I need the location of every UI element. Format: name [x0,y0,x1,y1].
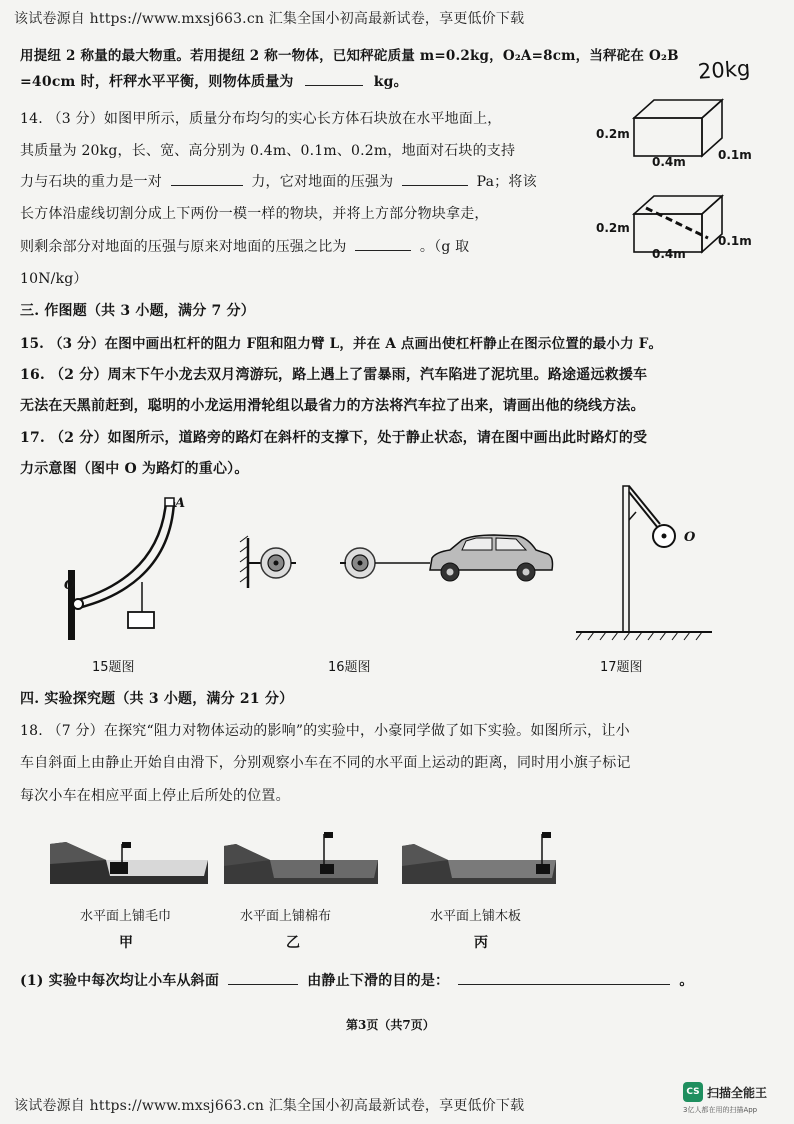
q18-sub1-blank-purpose[interactable] [458,970,670,985]
q18-sub1 [20,970,694,990]
photo-b-caption: 水平面上铺棉布 [240,909,332,924]
q14-line3-b: 力，它对地面的压强为 [251,174,394,190]
q14-line3 [20,171,537,191]
fig15-caption: 15题图 [92,660,135,675]
section3-title: 三. 作图题（共 3 小题，满分 7 分） [20,303,255,319]
photo-c-caption: 水平面上铺木板 [430,909,522,924]
photo-a-caption: 水平面上铺毛巾 [80,909,172,924]
q18-sub1-c: 。 [679,973,694,989]
q17-line1: 17. （2 分）如图所示，道路旁的路灯在斜杆的支撑下，处于静止状态，请在图中画出此时路灯的受 [20,430,648,446]
q13-line1: 用提纽 2 称量的最大物重。若用提纽 2 称一物体，已知秤砣质量 m=0.2kg，O₂A=8cm，当秤砣在 O₂B [20,48,679,64]
q14-line4: 长方体沿虚线切割分成上下两份一模一样的物块，并将上方部分物块拿走， [20,206,489,222]
fig16-caption: 16题图 [328,660,371,675]
photo-wood-surface [398,826,560,888]
q18-line2: 车自斜面上由静止开始自由滑下，分别观察小车在不同的水平面上运动的距离，同时用小旗子标记 [20,755,631,771]
q14-bottom-length-label: 0.4m [652,247,686,261]
q18-line3: 每次小车在相应平面上停止后所处的位置。 [20,788,290,804]
q16-line1: 16. （2 分）周末下午小龙去双月湾游玩，路上遇上了雷暴雨，汽车陷进了泥坑里。路途遥远救援车 [20,367,648,383]
q14-blank-force[interactable] [171,171,243,186]
scanner-logo-icon: CS [683,1082,703,1102]
q18-line1: 18. （7 分）在探究“阻力对物体运动的影响”的实验中，小豪同学做了如下实验。如图所示，让小 [20,723,630,739]
fig16-pulley-car-diagram [236,530,556,600]
q14-bottom-width-label: 0.1m [718,234,752,248]
q18-sub1-blank-position[interactable] [228,970,298,985]
q15-text: 15. （3 分）在图中画出杠杆的阻力 F阻和阻力臂 L，并在 A 点画出使杠杆静止在图示位置的最小力 F。 [20,336,663,352]
q13-line2 [20,71,408,91]
q13-answer-blank[interactable] [305,71,363,86]
q14-top-height-label: 0.2m [596,127,630,141]
q13-line2-text: =40cm 时，杆秤水平平衡，则物体质量为 [20,74,294,90]
scanner-app-badge [683,1082,787,1118]
section4-title: 四. 实验探究题（共 3 小题，满分 21 分） [20,691,294,707]
q14-top-width-label: 0.1m [718,148,752,162]
photo-cotton-surface [220,826,382,888]
q14-line2: 其质量为 20kg，长、宽、高分别为 0.4m、0.1m、0.2m，地面对石块的支持 [20,143,516,159]
photo-a-label: 甲 [119,935,133,951]
fig15-label-a: A [175,496,186,511]
handwritten-answer: 20kg [697,56,751,84]
q14-line3-c: Pa；将该 [476,174,537,190]
photo-towel-surface [46,826,212,888]
q14-line5-b: 。（g 取 [419,239,470,255]
q18-sub1-b: 由静止下滑的目的是： [307,973,450,989]
q17-line2: 力示意图（图中 O 为路灯的重心）。 [20,461,249,477]
q14-top-length-label: 0.4m [652,155,686,169]
q16-line2: 无法在天黑前赶到，聪明的小龙运用滑轮组以最省力的方法将汽车拉了出来，请画出他的绕线方法。 [20,398,645,414]
q14-blank-ratio[interactable] [355,236,411,251]
page-number: 第3页（共7页） [346,1018,435,1032]
header-source-text: 该试卷源自 https://www.mxsj663.cn 汇集全国小初高最新试卷，享更低价下载 [14,11,525,27]
q14-line1: 14. （3 分）如图甲所示，质量分布均匀的实心长方体石块放在水平地面上， [20,111,502,127]
q14-line6: 10N/kg） [20,271,88,287]
scanner-app-slogan: 3亿人都在用的扫描App [683,1106,758,1114]
fig15-lever-diagram [62,494,192,654]
fig17-streetlamp-diagram [572,482,722,648]
fig15-label-o: O [64,578,76,593]
photo-c-label: 丙 [474,935,488,951]
q13-unit: kg。 [373,74,408,90]
fig17-caption: 17题图 [600,660,643,675]
q14-line5 [20,236,469,256]
q18-sub1-a: (1) 实验中每次均让小车从斜面 [20,973,220,989]
q14-line5-a: 则剩余部分对地面的压强与原来对地面的压强之比为 [20,239,347,255]
fig17-label-o: O [684,530,696,545]
q14-line3-a: 力与石块的重力是一对 [20,174,162,190]
q14-bottom-height-label: 0.2m [596,221,630,235]
q14-blank-pressure[interactable] [402,171,468,186]
scanner-app-name: 扫描全能王 [707,1086,768,1100]
photo-b-label: 乙 [286,935,300,951]
footer-source-text: 该试卷源自 https://www.mxsj663.cn 汇集全国小初高最新试卷，享更低价下载 [14,1098,525,1114]
